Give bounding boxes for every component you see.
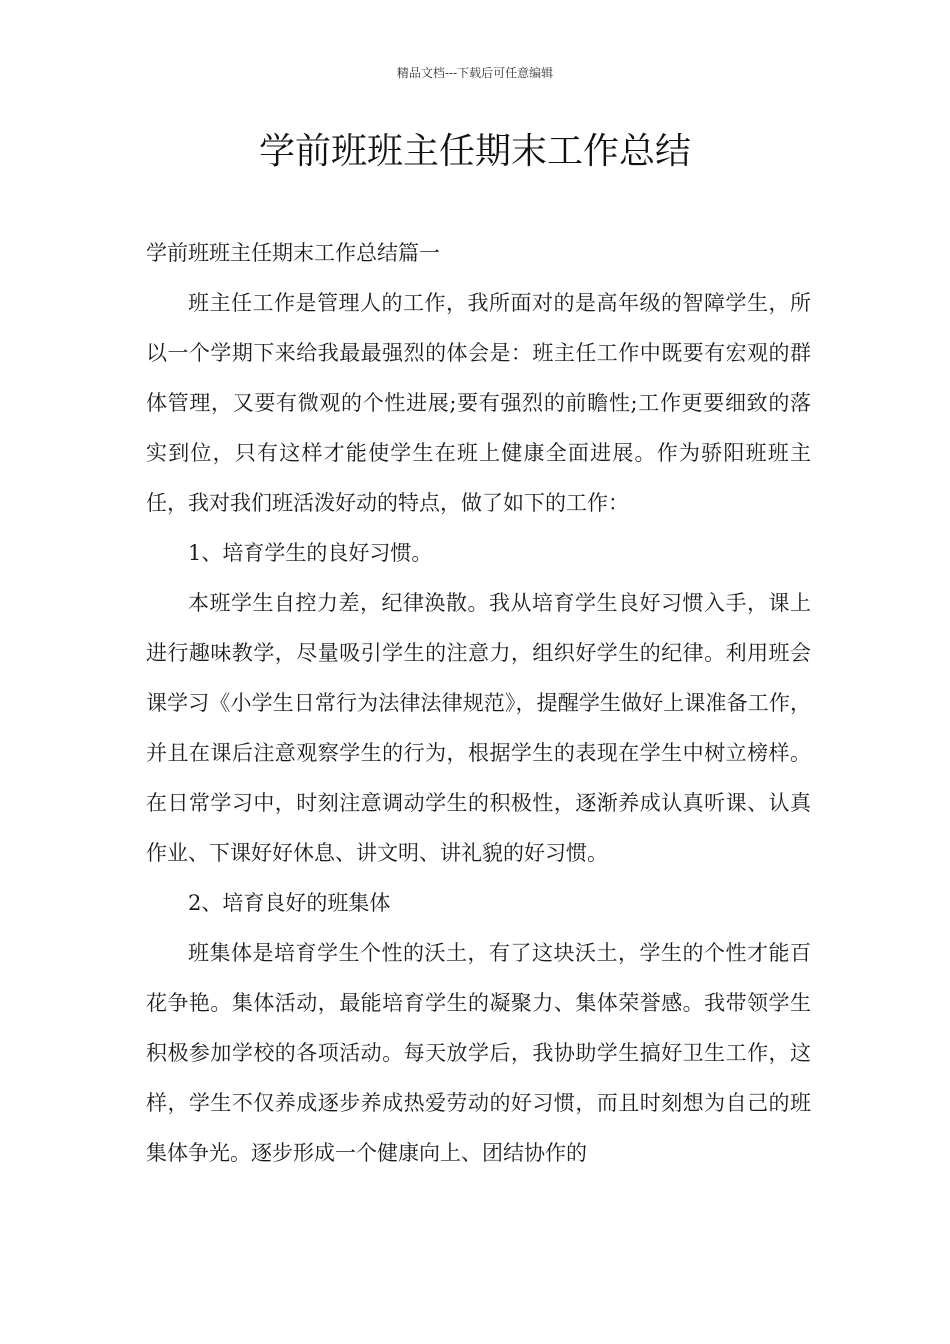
page-header: 精品文档---下载后可任意编辑	[396, 66, 554, 80]
paragraph-class-collective: 班集体是培育学生个性的沃土，有了这块沃土，学生的个性才能百花争艳。集体活动，最能培育学生的凝聚力、集体荣誉感。我带领学生积极参加学校的各项活动。每天放学后，我协助学生搞好卫生工作，这样，学生不仅养成逐步养成热爱劳动的好习惯，而且时刻想为自己的班集体争光。逐步形成一个健康向上、团结协作的	[146, 941, 811, 1165]
document-title: 学前班班主任期末工作总结	[258, 131, 691, 172]
paragraph-habits: 本班学生自控力差，纪律涣散。我从培育学生良好习惯入手，课上进行趣味教学，尽量吸引学生的注意力，组织好学生的纪律。利用班会课学习《小学生日常行为法律法律规范》，提醒学生做好上课准备工作，并且在课后注意观察学生的行为，根据学生的表现在学生中树立榜样。在日常学习中，时刻注意调动学生的积极性，逐渐养成认真听课、认真作业、下课好好休息、讲文明、讲礼貌的好习惯。	[146, 591, 811, 865]
section-heading: 学前班班主任期末工作总结篇一	[146, 241, 440, 265]
document-body	[146, 228, 811, 1178]
section-item-1-heading: 1、培育学生的良好习惯。	[188, 541, 433, 565]
paragraph-intro: 班主任工作是管理人的工作，我所面对的是高年级的智障学生，所以一个学期下来给我最最强烈的体会是：班主任工作中既要有宏观的群体管理，又要有微观的个性进展;要有强烈的前瞻性;工作更要细致的落实到位，只有这样才能使学生在班上健康全面进展。作为骄阳班班主任，我对我们班活泼好动的特点，做了如下的工作：	[146, 291, 811, 515]
section-item-2-heading: 2、培育良好的班集体	[188, 891, 391, 915]
